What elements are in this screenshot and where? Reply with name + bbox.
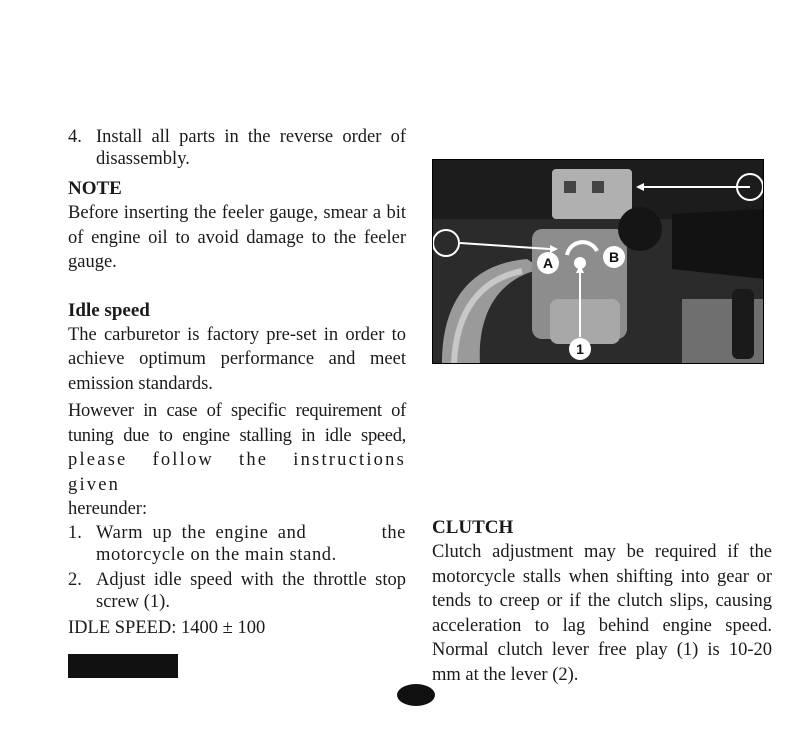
right-column bbox=[432, 516, 772, 687]
step-2 bbox=[68, 569, 406, 613]
callout-b: B bbox=[608, 249, 620, 265]
step-text: Warm up the engine and the motorcycle on the main stand. bbox=[96, 522, 412, 565]
step-text: Install all parts in the reverse order of disassembly. bbox=[96, 127, 406, 169]
page-number-oval bbox=[397, 684, 435, 706]
idle-paragraph-2c: hereunder: bbox=[68, 499, 148, 519]
note-heading: NOTE bbox=[68, 178, 122, 199]
carburetor-photo-graphic bbox=[432, 159, 764, 364]
step-text: Adjust idle speed with the throttle stop screw (1). bbox=[96, 569, 406, 612]
clutch-heading: CLUTCH bbox=[432, 517, 514, 538]
note-text: Before inserting the feeler gauge, smear a bit of engine oil to avoid damage to the feeler gauge. bbox=[68, 203, 406, 272]
idle-paragraph-2a: However in case of specific requirement of tuning due to engine stalling in idle speed, bbox=[68, 401, 406, 446]
callout-1: 1 bbox=[576, 341, 584, 357]
idle-paragraph-1: The carburetor is factory pre-set in order to achieve optimum performance and meet emission standards. bbox=[68, 324, 406, 394]
step-number: 4. bbox=[68, 127, 82, 147]
idle-speed-heading: Idle speed bbox=[68, 299, 150, 321]
carburetor-photo bbox=[432, 159, 764, 364]
callout-a: A bbox=[542, 255, 554, 271]
step-number: 1. bbox=[68, 522, 82, 543]
redacted-black-bar bbox=[68, 654, 178, 678]
clutch-text: Clutch adjustment may be required if the motorcycle stalls when shifting into gear or tends to creep or if the clutch slips, causing acceleration to lag behind engine speed. Normal clutch lever free play (1) is 10-20 mm at the lever (2). bbox=[432, 542, 772, 685]
step-1 bbox=[68, 522, 412, 566]
idle-paragraph-2b: please follow the instructions given bbox=[68, 450, 406, 495]
step-number: 2. bbox=[68, 569, 82, 590]
idle-speed-spec: IDLE SPEED: 1400 ± 100 bbox=[68, 617, 266, 638]
left-column bbox=[68, 126, 412, 678]
step-4 bbox=[68, 126, 406, 170]
